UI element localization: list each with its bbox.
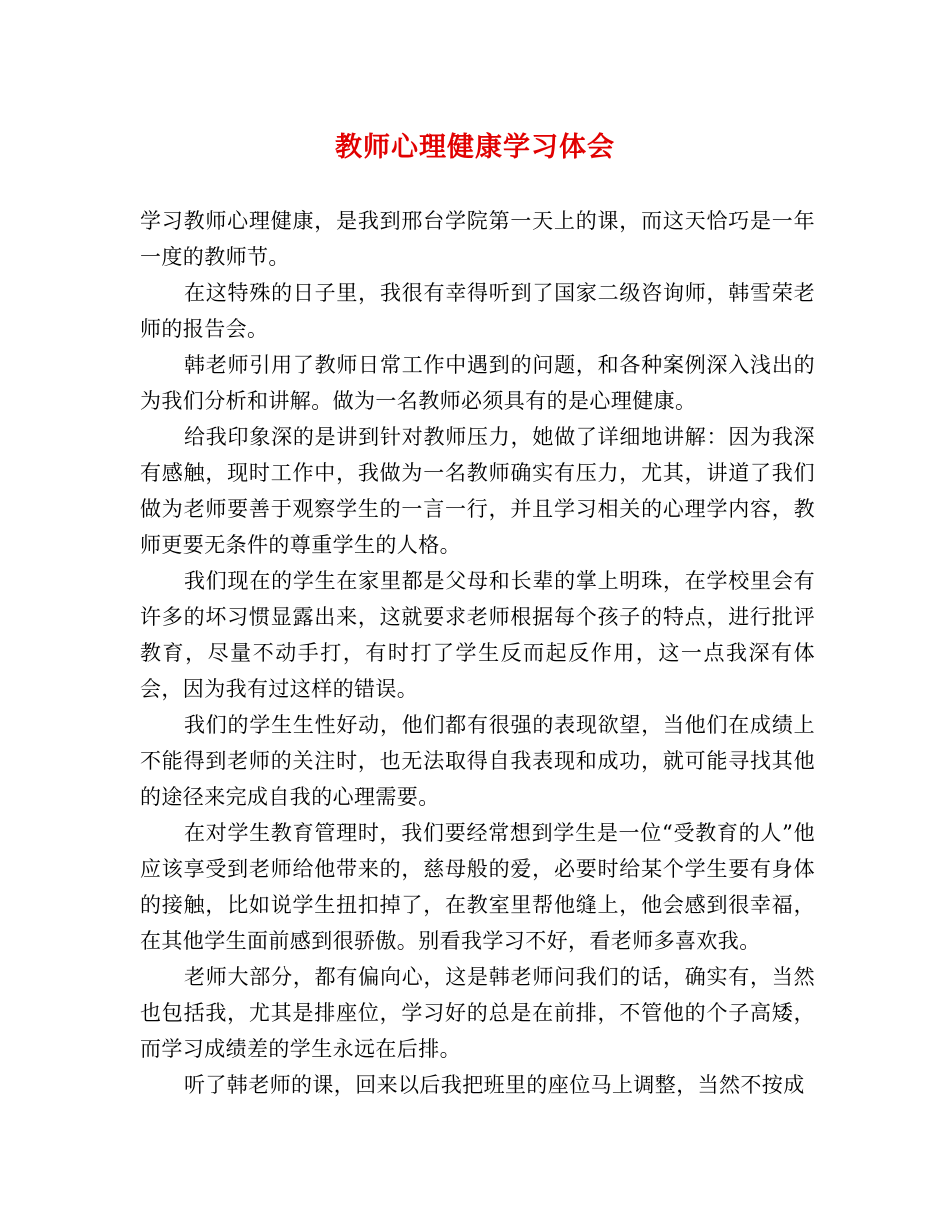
paragraph-2: 在这特殊的日子里，我很有幸得听到了国家二级咨询师，韩雪荣老师的报告会。 bbox=[140, 281, 815, 341]
paragraph-5: 我们现在的学生在家里都是父母和长辈的掌上明珠，在学校里会有许多的坏习惯显露出来，这就要求老师根据每个孩子的特点，进行批评教育，尽量不动手打，有时打了学生反而起反作用，这一点我深有体会，因为我有过这样的错误。 bbox=[140, 569, 815, 701]
paragraph-7: 在对学生教育管理时，我们要经常想到学生是一位“受教育的人”他应该享受到老师给他带来的，慈母般的爱，必要时给某个学生要有身体的接触，比如说学生扭扣掉了，在教室里帮他缝上，他会感到很幸福，在其他学生面前感到很骄傲。别看我学习不好，看老师多喜欢我。 bbox=[140, 821, 815, 953]
paragraph-1: 学习教师心理健康，是我到邢台学院第一天上的课，而这天恰巧是一年一度的教师节。 bbox=[140, 209, 815, 269]
paragraph-3: 韩老师引用了教师日常工作中遇到的问题，和各种案例深入浅出的为我们分析和讲解。做为一名教师必须具有的是心理健康。 bbox=[140, 353, 815, 413]
document-title: 教师心理健康学习体会 bbox=[335, 132, 615, 163]
paragraph-4: 给我印象深的是讲到针对教师压力，她做了详细地讲解：因为我深有感触，现时工作中，我做为一名教师确实有压力，尤其，讲道了我们做为老师要善于观察学生的一言一行，并且学习相关的心理学内容，教师更要无条件的尊重学生的人格。 bbox=[140, 425, 815, 557]
paragraph-9: 听了韩老师的课，回来以后我把班里的座位马上调整，当然不按成 bbox=[184, 1073, 805, 1097]
document-body bbox=[140, 203, 815, 1103]
paragraph-6: 我们的学生生性好动，他们都有很强的表现欲望，当他们在成绩上不能得到老师的关注时，也无法取得自我表现和成功，就可能寻找其他的途径来完成自我的心理需要。 bbox=[140, 713, 815, 809]
paragraph-8: 老师大部分，都有偏向心，这是韩老师问我们的话，确实有，当然也包括我，尤其是排座位，学习好的总是在前排，不管他的个子高矮，而学习成绩差的学生永远在后排。 bbox=[140, 965, 815, 1061]
